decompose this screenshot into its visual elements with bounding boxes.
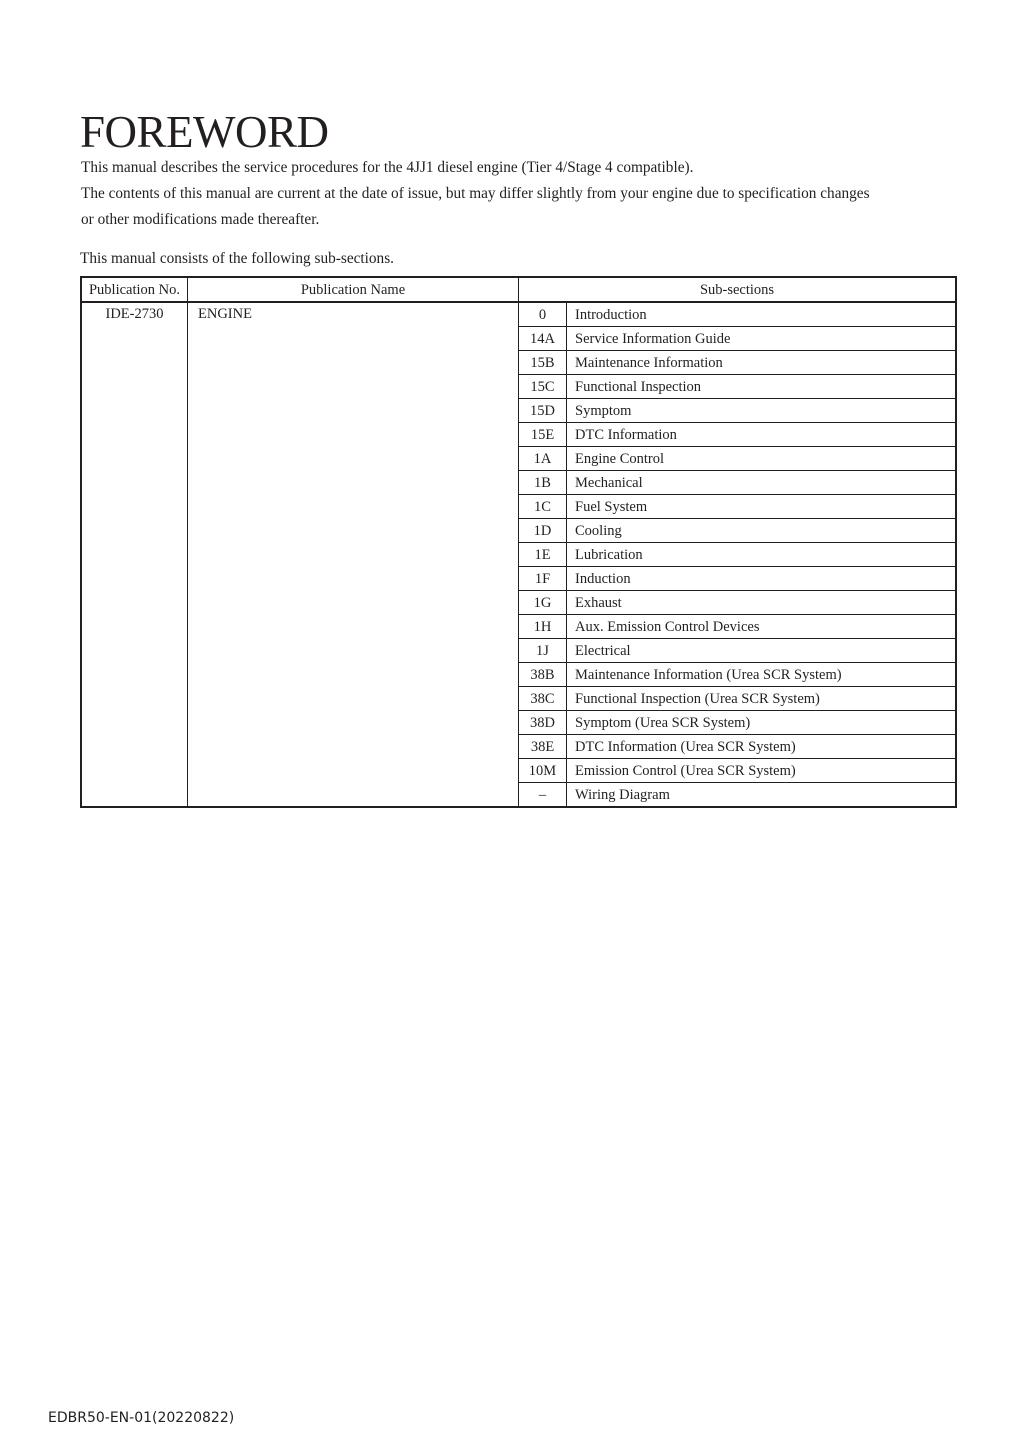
subsection-name: Functional Inspection [567,375,957,399]
subsection-code: – [519,783,567,808]
subsection-code: 38C [519,687,567,711]
subsection-code: 38B [519,663,567,687]
table-row [81,302,956,327]
subsection-code: 1D [519,519,567,543]
subsection-code: 38D [519,711,567,735]
subsection-code: 14A [519,327,567,351]
subsection-name: Service Information Guide [567,327,957,351]
subsection-name: Induction [567,567,957,591]
subsection-name: Maintenance Information (Urea SCR System) [567,663,957,687]
table-body [81,302,956,807]
subsection-name: Fuel System [567,495,957,519]
paragraph-line: This manual describes the service procedures for the 4JJ1 diesel engine (Tier 4/Stage 4 compatible). [81,159,694,176]
subsection-code: 1J [519,639,567,663]
page-title: FOREWORD [80,107,329,157]
subsection-code: 15D [519,399,567,423]
foreword-text [81,155,870,233]
subsection-code: 1A [519,447,567,471]
subsection-name: Functional Inspection (Urea SCR System) [567,687,957,711]
subsection-code: 1H [519,615,567,639]
subsection-name: DTC Information (Urea SCR System) [567,735,957,759]
subsection-name: Aux. Emission Control Devices [567,615,957,639]
subsection-name: DTC Information [567,423,957,447]
header-publication-name: Publication Name [188,277,519,302]
header-publication-no: Publication No. [81,277,188,302]
subsection-code: 1B [519,471,567,495]
publication-no-cell: IDE-2730 [81,302,188,807]
subsection-code: 15E [519,423,567,447]
subsection-name: Electrical [567,639,957,663]
subsection-name: Exhaust [567,591,957,615]
subsection-code: 0 [519,302,567,327]
subsection-code: 38E [519,735,567,759]
table-header-row [81,277,956,302]
subsection-code: 15B [519,351,567,375]
subsection-code: 10M [519,759,567,783]
subsection-name: Wiring Diagram [567,783,957,808]
paragraph-line: or other modifications made thereafter. [81,211,320,228]
subsection-name: Lubrication [567,543,957,567]
paragraph-line: The contents of this manual are current at the date of issue, but may differ slightly from your engine due to specification changes [81,185,870,202]
header-sub-sections: Sub-sections [519,277,957,302]
subsection-name: Cooling [567,519,957,543]
subsection-code: 1C [519,495,567,519]
subsection-code: 1E [519,543,567,567]
subsection-name: Maintenance Information [567,351,957,375]
intro-text: This manual consists of the following sub-sections. [80,250,394,267]
subsection-name: Engine Control [567,447,957,471]
subsection-name: Introduction [567,302,957,327]
subsection-code: 15C [519,375,567,399]
document-code: EDBR50-EN-01(20220822) [48,1410,235,1426]
subsection-name: Symptom (Urea SCR System) [567,711,957,735]
subsection-name: Mechanical [567,471,957,495]
publication-name-cell: ENGINE [188,302,519,807]
subsection-name: Symptom [567,399,957,423]
subsections-table [80,276,957,808]
subsection-name: Emission Control (Urea SCR System) [567,759,957,783]
subsection-code: 1G [519,591,567,615]
subsection-code: 1F [519,567,567,591]
